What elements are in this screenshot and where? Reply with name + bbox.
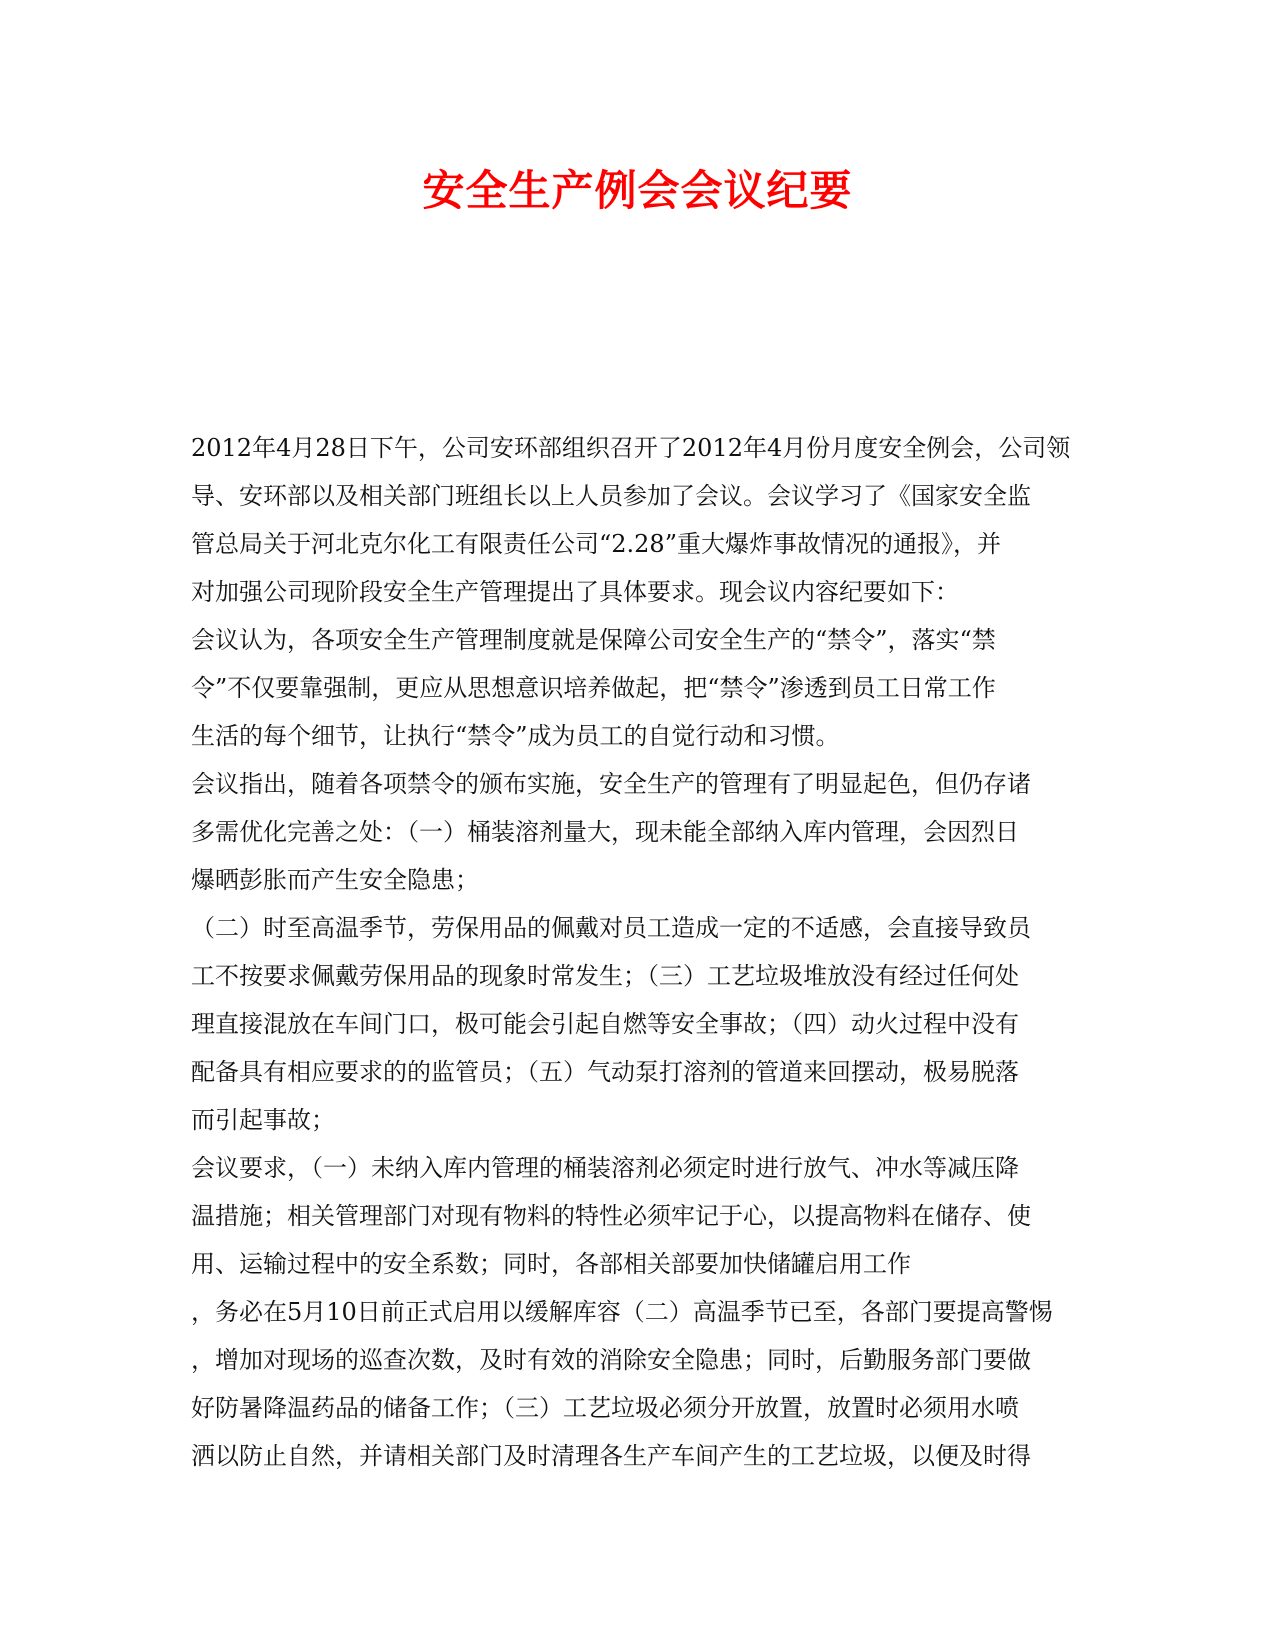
body-text-line: 生活的每个细节，让执行“禁令”成为员工的自觉行动和习惯。 xyxy=(191,722,840,750)
body-text-line: 管总局关于河北克尔化工有限责任公司“2.28”重大爆炸事故情况的通报》，并 xyxy=(191,530,1001,558)
body-text-line: 爆晒彭胀而产生安全隐患； xyxy=(191,866,479,894)
body-text-line: 令”不仅要靠强制，更应从思想意识培养做起，把“禁令”渗透到员工日常工作 xyxy=(191,674,996,702)
body-text-line: 洒以防止自然，并请相关部门及时清理各生产车间产生的工艺垃圾，以便及时得 xyxy=(191,1442,1031,1470)
body-text-line: 多需优化完善之处：（一）桶装溶剂量大，现未能全部纳入库内管理，会因烈日 xyxy=(191,818,1019,846)
document-body xyxy=(191,424,1091,1480)
body-text-line: （二）时至高温季节，劳保用品的佩戴对员工造成一定的不适感，会直接导致员 xyxy=(191,914,1031,942)
body-text-line: 2012年4月28日下午，公司安环部组织召开了2012年4月份月度安全例会，公司领 xyxy=(191,434,1071,462)
body-text-line: 配备具有相应要求的的监管员；（五）气动泵打溶剂的管道来回摆动，极易脱落 xyxy=(191,1058,1019,1086)
body-text-line: 工不按要求佩戴劳保用品的现象时常发生；（三）工艺垃圾堆放没有经过任何处 xyxy=(191,962,1019,990)
body-text-line: 而引起事故； xyxy=(191,1106,335,1134)
body-text-line: 会议指出，随着各项禁令的颁布实施，安全生产的管理有了明显起色，但仍存诸 xyxy=(191,770,1031,798)
body-text-line: 会议认为，各项安全生产管理制度就是保障公司安全生产的“禁令”，落实“禁 xyxy=(191,626,996,654)
body-text-line: 理直接混放在车间门口，极可能会引起自燃等安全事故；（四）动火过程中没有 xyxy=(191,1010,1019,1038)
body-text-line: 温措施；相关管理部门对现有物料的特性必须牢记于心，以提高物料在储存、使 xyxy=(191,1202,1031,1230)
body-text-line: 好防暑降温药品的储备工作；（三）工艺垃圾必须分开放置，放置时必须用水喷 xyxy=(191,1394,1019,1422)
body-text-line: 用、运输过程中的安全系数；同时，各部相关部要加快储罐启用工作 xyxy=(191,1250,911,1278)
body-text-line: 对加强公司现阶段安全生产管理提出了具体要求。现会议内容纪要如下： xyxy=(191,578,959,606)
document-title: 安全生产例会会议纪要 xyxy=(422,166,853,215)
body-text-line: 导、安环部以及相关部门班组长以上人员参加了会议。会议学习了《国家安全监 xyxy=(191,482,1031,510)
body-text-line: 会议要求，（一）未纳入库内管理的桶装溶剂必须定时进行放气、冲水等减压降 xyxy=(191,1154,1019,1182)
body-text-line: ，增加对现场的巡查次数，及时有效的消除安全隐患；同时，后勤服务部门要做 xyxy=(191,1346,1031,1374)
body-text-line: ，务必在5月10日前正式启用以缓解库容（二）高温季节已至，各部门要提高警惕 xyxy=(191,1298,1053,1326)
